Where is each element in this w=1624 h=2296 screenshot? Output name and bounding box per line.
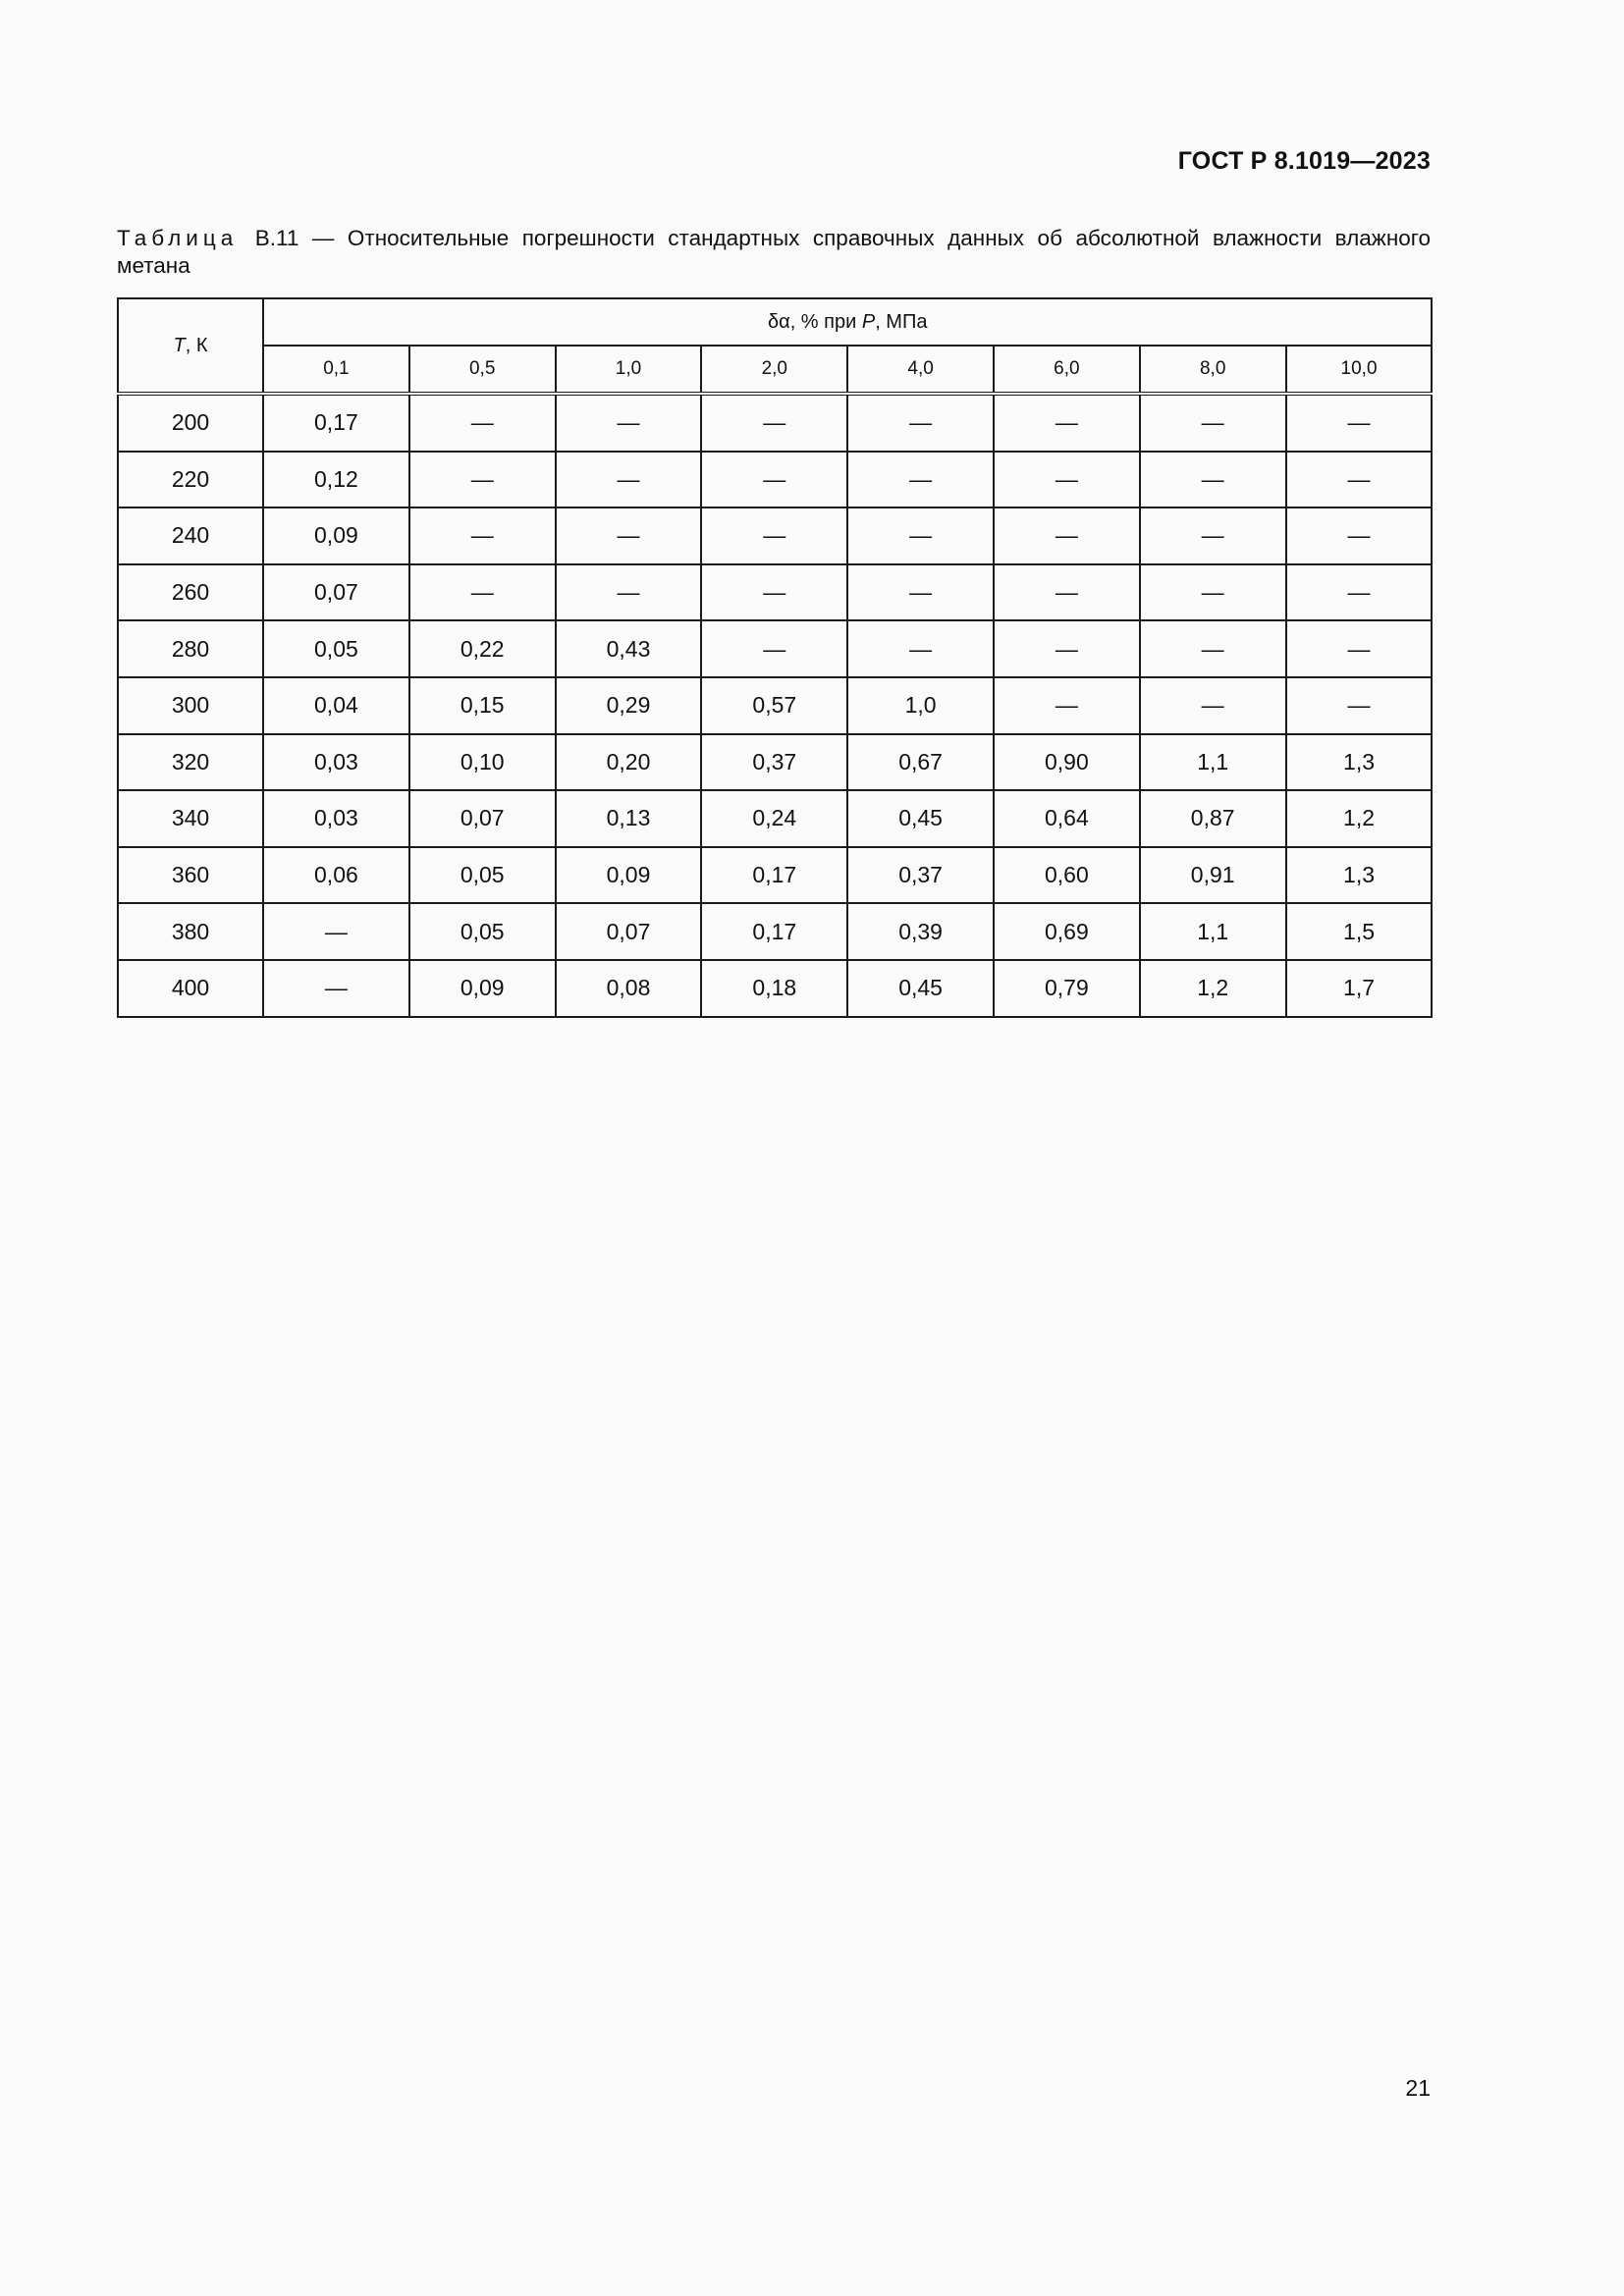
error-value-cell: 0,91 xyxy=(1140,847,1286,904)
error-value-cell: 0,07 xyxy=(409,790,556,847)
table-body xyxy=(118,394,1432,1017)
error-value-cell: 0,09 xyxy=(263,507,409,564)
error-value-cell: 0,22 xyxy=(409,620,556,677)
error-value-cell: 0,20 xyxy=(556,734,702,791)
temperature-cell: 340 xyxy=(118,790,263,847)
error-value-cell: 0,05 xyxy=(263,620,409,677)
error-value-cell: — xyxy=(701,507,847,564)
error-value-cell: — xyxy=(1286,452,1433,508)
table-caption-label: Таблица xyxy=(117,226,239,250)
error-value-cell: 0,07 xyxy=(263,564,409,621)
error-value-cell: 1,1 xyxy=(1140,903,1286,960)
error-value-cell: — xyxy=(701,564,847,621)
error-value-cell: 0,45 xyxy=(847,790,994,847)
error-value-cell: — xyxy=(1286,677,1433,734)
error-value-cell: — xyxy=(701,620,847,677)
error-value-cell: 0,69 xyxy=(994,903,1140,960)
error-value-cell: 0,17 xyxy=(701,847,847,904)
error-value-cell: 0,13 xyxy=(556,790,702,847)
temperature-cell: 360 xyxy=(118,847,263,904)
table-row xyxy=(118,564,1432,621)
pressure-header-cell: 0,1 xyxy=(263,346,409,394)
error-value-cell: — xyxy=(994,564,1140,621)
error-value-cell: — xyxy=(409,507,556,564)
error-value-cell: 0,07 xyxy=(556,903,702,960)
pressure-header-cell: 0,5 xyxy=(409,346,556,394)
error-value-cell: — xyxy=(1286,620,1433,677)
error-value-cell: 0,39 xyxy=(847,903,994,960)
error-value-cell: — xyxy=(994,620,1140,677)
error-value-cell: — xyxy=(847,507,994,564)
pressure-unit: , МПа xyxy=(875,310,928,333)
error-value-cell: 0,05 xyxy=(409,903,556,960)
error-value-cell: 1,1 xyxy=(1140,734,1286,791)
table-row xyxy=(118,847,1432,904)
pressure-header-cell: 6,0 xyxy=(994,346,1140,394)
table-row xyxy=(118,734,1432,791)
error-value-cell: 0,43 xyxy=(556,620,702,677)
error-value-cell: — xyxy=(994,394,1140,452)
error-value-cell: 0,18 xyxy=(701,960,847,1017)
error-value-cell: — xyxy=(1140,394,1286,452)
page-number: 21 xyxy=(1405,2075,1431,2101)
temperature-cell: 300 xyxy=(118,677,263,734)
error-value-cell: — xyxy=(1140,620,1286,677)
error-value-cell: 0,15 xyxy=(409,677,556,734)
temperature-unit: , К xyxy=(185,334,208,356)
error-value-cell: 1,5 xyxy=(1286,903,1433,960)
temperature-column-header xyxy=(118,298,263,394)
error-value-cell: — xyxy=(1140,677,1286,734)
temperature-cell: 380 xyxy=(118,903,263,960)
table-row xyxy=(118,960,1432,1017)
error-value-cell: 0,04 xyxy=(263,677,409,734)
error-value-cell: 0,10 xyxy=(409,734,556,791)
pressure-header-cell: 1,0 xyxy=(556,346,702,394)
error-value-cell: — xyxy=(701,394,847,452)
table-row xyxy=(118,677,1432,734)
document-code: ГОСТ Р 8.1019—2023 xyxy=(1177,147,1431,175)
error-value-cell: — xyxy=(994,677,1140,734)
error-value-cell: 0,67 xyxy=(847,734,994,791)
error-value-cell: — xyxy=(1140,507,1286,564)
temperature-cell: 320 xyxy=(118,734,263,791)
temperature-cell: 260 xyxy=(118,564,263,621)
error-value-cell: 0,37 xyxy=(847,847,994,904)
error-value-cell: 0,12 xyxy=(263,452,409,508)
temperature-cell: 240 xyxy=(118,507,263,564)
error-value-cell: — xyxy=(847,564,994,621)
error-value-cell: — xyxy=(994,507,1140,564)
error-value-cell: 0,87 xyxy=(1140,790,1286,847)
error-value-cell: — xyxy=(1286,564,1433,621)
error-value-cell: 0,24 xyxy=(701,790,847,847)
temperature-symbol: T xyxy=(173,334,186,356)
error-value-cell: 1,2 xyxy=(1140,960,1286,1017)
table-row xyxy=(118,903,1432,960)
pressure-header-cell: 2,0 xyxy=(701,346,847,394)
error-value-cell: — xyxy=(1140,564,1286,621)
error-value-cell: — xyxy=(1140,452,1286,508)
pressure-header-cell: 10,0 xyxy=(1286,346,1433,394)
error-value-cell: — xyxy=(263,903,409,960)
error-value-cell: 1,7 xyxy=(1286,960,1433,1017)
error-value-cell: — xyxy=(556,452,702,508)
table-header xyxy=(118,298,1432,394)
error-value-cell: — xyxy=(847,394,994,452)
error-value-cell: — xyxy=(409,394,556,452)
temperature-cell: 280 xyxy=(118,620,263,677)
error-value-cell: — xyxy=(409,452,556,508)
error-value-cell: 0,90 xyxy=(994,734,1140,791)
error-value-cell: 0,05 xyxy=(409,847,556,904)
error-value-cell: 0,06 xyxy=(263,847,409,904)
error-value-cell: 0,79 xyxy=(994,960,1140,1017)
pressure-group-prefix: δα, % при xyxy=(768,310,862,333)
error-value-cell: 0,09 xyxy=(409,960,556,1017)
error-value-cell: 0,29 xyxy=(556,677,702,734)
error-value-cell: — xyxy=(1286,507,1433,564)
error-value-cell: — xyxy=(1286,394,1433,452)
humidity-error-table xyxy=(117,297,1433,1018)
temperature-cell: 220 xyxy=(118,452,263,508)
error-value-cell: — xyxy=(409,564,556,621)
error-value-cell: 1,3 xyxy=(1286,847,1433,904)
error-value-cell: — xyxy=(556,394,702,452)
table-caption-text: В.11 — Относительные погрешности стандартных справочных данных об абсолютной влажности влажного метана xyxy=(117,226,1431,278)
error-value-cell: 0,37 xyxy=(701,734,847,791)
error-value-cell: 0,03 xyxy=(263,734,409,791)
temperature-cell: 200 xyxy=(118,394,263,452)
error-value-cell: — xyxy=(847,620,994,677)
table-row xyxy=(118,790,1432,847)
error-value-cell: 0,17 xyxy=(701,903,847,960)
error-value-cell: 0,09 xyxy=(556,847,702,904)
table-row xyxy=(118,507,1432,564)
error-value-cell: 0,17 xyxy=(263,394,409,452)
pressure-group-header xyxy=(263,298,1432,346)
error-value-cell: 1,0 xyxy=(847,677,994,734)
error-value-cell: — xyxy=(847,452,994,508)
error-value-cell: 0,45 xyxy=(847,960,994,1017)
error-value-cell: 0,64 xyxy=(994,790,1140,847)
pressure-symbol: P xyxy=(861,310,876,333)
error-value-cell: 0,60 xyxy=(994,847,1140,904)
table-row xyxy=(118,394,1432,452)
error-value-cell: — xyxy=(556,564,702,621)
error-value-cell: 1,2 xyxy=(1286,790,1433,847)
error-value-cell: 0,08 xyxy=(556,960,702,1017)
temperature-cell: 400 xyxy=(118,960,263,1017)
table-row xyxy=(118,620,1432,677)
pressure-header-cell: 4,0 xyxy=(847,346,994,394)
error-value-cell: 1,3 xyxy=(1286,734,1433,791)
table-row xyxy=(118,452,1432,508)
error-value-cell: — xyxy=(701,452,847,508)
error-value-cell: — xyxy=(994,452,1140,508)
table-caption xyxy=(117,225,1431,280)
error-value-cell: — xyxy=(556,507,702,564)
pressure-header-row xyxy=(118,346,1432,394)
pressure-header-cell: 8,0 xyxy=(1140,346,1286,394)
error-value-cell: 0,03 xyxy=(263,790,409,847)
error-value-cell: 0,57 xyxy=(701,677,847,734)
error-value-cell: — xyxy=(263,960,409,1017)
